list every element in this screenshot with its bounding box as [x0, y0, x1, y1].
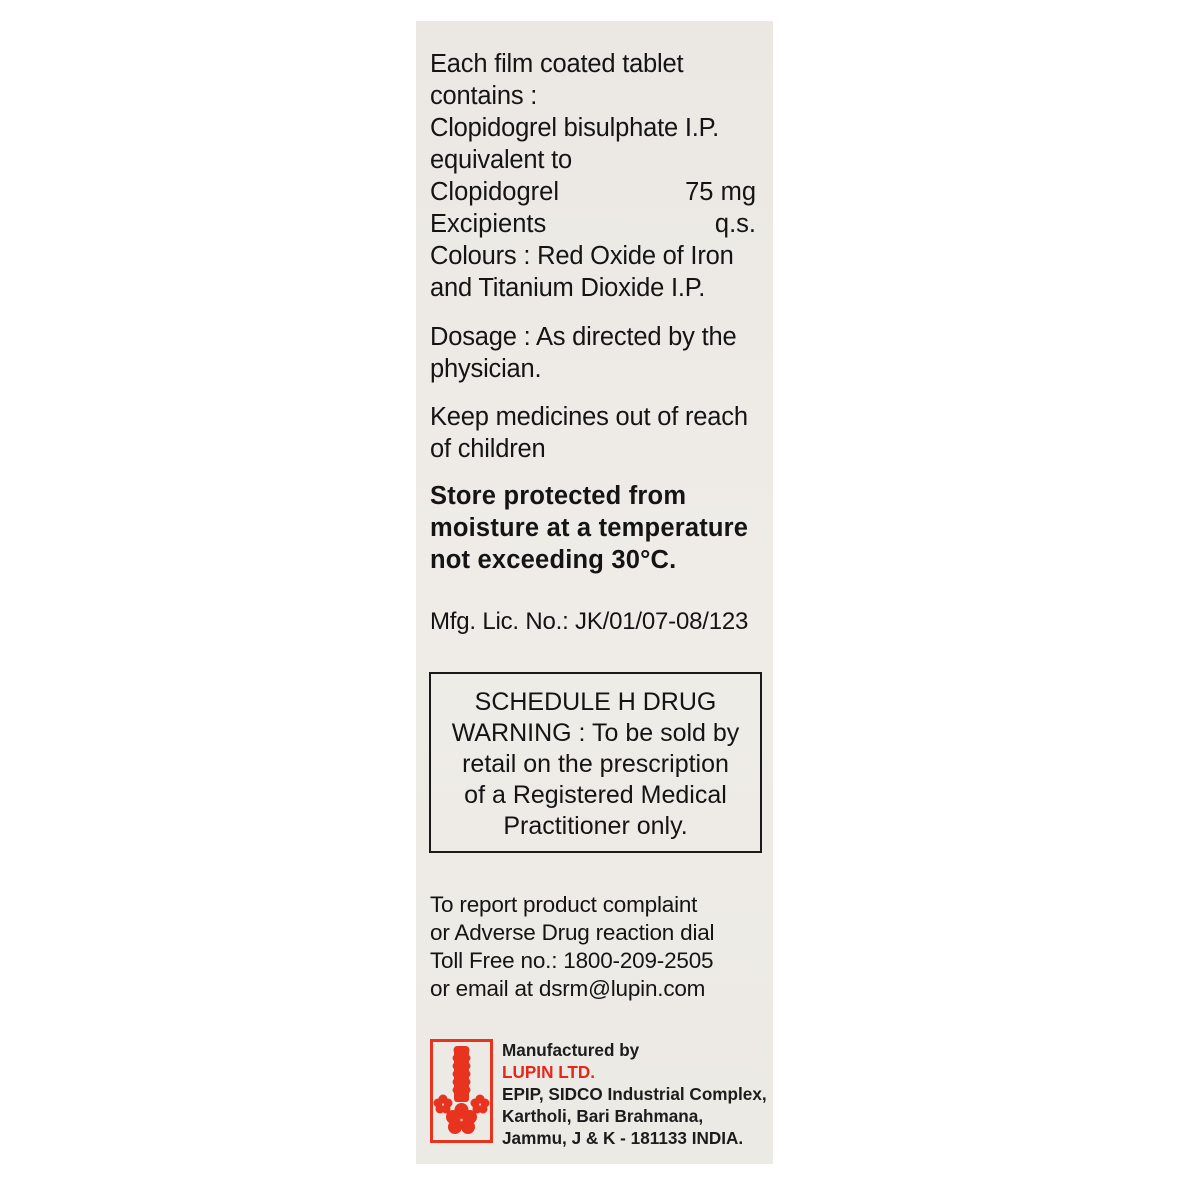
- schedule-h-warning-box: [429, 672, 762, 853]
- storage-line1: Store protected from: [430, 482, 687, 510]
- storage-line2: moisture at a temperature: [430, 514, 749, 542]
- schedule-line5: Practitioner only.: [503, 812, 688, 840]
- ingredient-line1: Clopidogrel bisulphate I.P.: [430, 114, 719, 142]
- mfg-license-number: Mfg. Lic. No.: JK/01/07-08/123: [430, 608, 749, 635]
- colours-line2: and Titanium Dioxide I.P.: [430, 274, 706, 302]
- active-ingredient-row: [430, 176, 756, 208]
- excipients-name: Excipients: [430, 210, 547, 238]
- manufacturer-address-line3: Jammu, J & K - 181133 INDIA.: [502, 1128, 744, 1148]
- manufacturer-name: LUPIN LTD.: [502, 1062, 596, 1082]
- storage-line3: not exceeding 30°C.: [430, 546, 677, 574]
- medicine-label-panel: [416, 21, 773, 1164]
- dosage-line2: physician.: [430, 355, 542, 383]
- manufactured-by-label: Manufactured by: [502, 1040, 640, 1060]
- children-warning-line1: Keep medicines out of reach: [430, 403, 748, 431]
- manufacturer-address-line2: Kartholi, Bari Brahmana,: [502, 1106, 704, 1126]
- schedule-line1: SCHEDULE H DRUG: [474, 688, 717, 716]
- composition-intro-line1: Each film coated tablet: [430, 50, 684, 78]
- excipients-amount: q.s.: [714, 210, 756, 238]
- schedule-line3: retail on the prescription: [462, 750, 729, 778]
- dosage-line1: Dosage : As directed by the: [430, 323, 737, 351]
- report-line3: Toll Free no.: 1800-209-2505: [430, 948, 714, 973]
- schedule-line2: WARNING : To be sold by: [451, 719, 740, 747]
- active-ingredient-name: Clopidogrel: [430, 178, 559, 206]
- ingredient-line2: equivalent to: [430, 146, 573, 174]
- lupin-logo-icon: [430, 1039, 493, 1143]
- colours-line1: Colours : Red Oxide of Iron: [430, 242, 734, 270]
- excipients-row: [430, 208, 756, 240]
- composition-intro-line2: contains :: [430, 82, 538, 110]
- children-warning-line2: of children: [430, 435, 546, 463]
- report-line1: To report product complaint: [430, 892, 698, 917]
- schedule-line4: of a Registered Medical: [464, 781, 727, 809]
- report-line4: or email at dsrm@lupin.com: [430, 976, 706, 1001]
- manufacturer-address-line1: EPIP, SIDCO Industrial Complex,: [502, 1084, 767, 1104]
- report-line2: or Adverse Drug reaction dial: [430, 920, 715, 945]
- active-ingredient-amount: 75 mg: [685, 178, 756, 206]
